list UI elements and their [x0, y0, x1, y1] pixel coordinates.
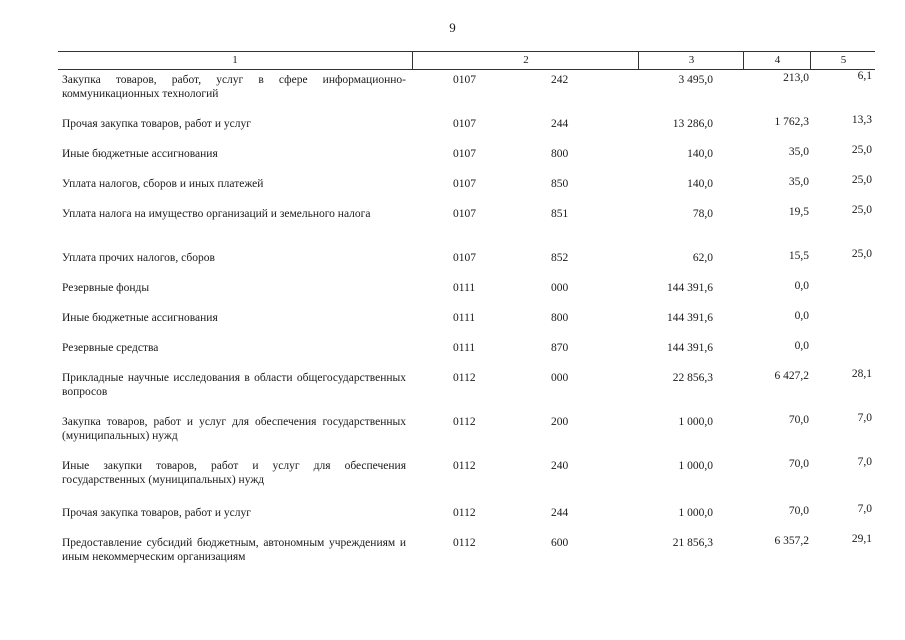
- row-section-code: 0112: [453, 537, 476, 549]
- row-name: Прикладные научные исследования в области общегосударственных вопросов: [62, 372, 406, 398]
- row-section-code: 0107: [453, 208, 476, 220]
- row-section-code: 0107: [453, 252, 476, 264]
- row-name: Иные закупки товаров, работ и услуг для обеспечения государственных (муниципальных) нужд: [62, 460, 406, 486]
- row-col5-value: 25,0: [851, 248, 872, 260]
- row-col3-value: 140,0: [687, 178, 713, 190]
- row-col5-value: 7,0: [857, 503, 872, 515]
- row-col3-value: 144 391,6: [667, 282, 713, 294]
- header-col-4: 4: [743, 52, 811, 69]
- page-number: 9: [449, 20, 456, 35]
- row-expense-type: 244: [551, 118, 569, 130]
- row-col5-value: 29,1: [851, 533, 872, 545]
- header-col-5: 5: [810, 52, 876, 69]
- row-section-code: 0107: [453, 74, 476, 86]
- row-col4-value: 15,5: [788, 250, 809, 262]
- row-col3-value: 3 495,0: [678, 74, 713, 86]
- row-col5-value: 28,1: [851, 368, 872, 380]
- row-expense-type: 850: [551, 178, 569, 190]
- row-section-code: 0112: [453, 416, 476, 428]
- row-col3-value: 144 391,6: [667, 312, 713, 324]
- row-col3-value: 22 856,3: [672, 372, 713, 384]
- row-name: Закупка товаров, работ и услуг для обеспечения государственных (муниципальных) нужд: [62, 416, 406, 442]
- row-col3-value: 62,0: [692, 252, 713, 264]
- row-col5-value: 13,3: [851, 114, 872, 126]
- row-expense-type: 800: [551, 148, 569, 160]
- row-col5-value: 7,0: [857, 456, 872, 468]
- header-col-1: 1: [232, 54, 238, 66]
- row-section-code: 0107: [453, 148, 476, 160]
- row-name: Закупка товаров, работ, услуг в сфере информационно-коммуникационных технологий: [62, 74, 406, 100]
- row-name: Иные бюджетные ассигнования: [62, 312, 218, 324]
- row-col3-value: 140,0: [687, 148, 713, 160]
- row-name: Уплата налогов, сборов и иных платежей: [62, 178, 264, 190]
- row-section-code: 0111: [453, 312, 476, 324]
- row-section-code: 0112: [453, 507, 476, 519]
- row-section-code: 0107: [453, 118, 476, 130]
- row-name: Резервные фонды: [62, 282, 150, 294]
- row-section-code: 0112: [453, 372, 476, 384]
- row-expense-type: 851: [551, 208, 569, 220]
- row-col4-value: 0,0: [794, 280, 809, 292]
- row-section-code: 0111: [453, 342, 476, 354]
- row-expense-type: 200: [551, 416, 569, 428]
- header-col-2: 2: [412, 52, 639, 69]
- row-name: Уплата налога на имущество организаций и земельного налога: [62, 208, 371, 220]
- row-section-code: 0107: [453, 178, 476, 190]
- row-col5-value: 7,0: [857, 412, 872, 424]
- row-col4-value: 6 427,2: [774, 370, 809, 382]
- row-col5-value: 25,0: [851, 204, 872, 216]
- row-col4-value: 70,0: [788, 414, 809, 426]
- row-col3-value: 78,0: [692, 208, 713, 220]
- table-header-row: [58, 51, 875, 70]
- row-expense-type: 240: [551, 460, 569, 472]
- row-col3-value: 144 391,6: [667, 342, 713, 354]
- row-col4-value: 213,0: [783, 72, 809, 84]
- row-col4-value: 0,0: [794, 340, 809, 352]
- row-col5-value: 25,0: [851, 144, 872, 156]
- row-col5-value: 6,1: [857, 70, 872, 82]
- row-col4-value: 19,5: [788, 206, 809, 218]
- row-expense-type: 000: [551, 282, 569, 294]
- row-expense-type: 870: [551, 342, 569, 354]
- row-col4-value: 0,0: [794, 310, 809, 322]
- row-name: Прочая закупка товаров, работ и услуг: [62, 118, 251, 130]
- row-name: Резервные средства: [62, 342, 159, 354]
- row-col4-value: 1 762,3: [774, 116, 809, 128]
- row-col3-value: 1 000,0: [678, 460, 713, 472]
- row-col3-value: 21 856,3: [672, 537, 713, 549]
- row-col4-value: 70,0: [788, 458, 809, 470]
- row-expense-type: 600: [551, 537, 569, 549]
- row-col4-value: 35,0: [788, 176, 809, 188]
- row-section-code: 0112: [453, 460, 476, 472]
- row-name: Предоставление субсидий бюджетным, автономным учреждениям и иным некоммерческим организациям: [62, 537, 406, 563]
- row-col4-value: 35,0: [788, 146, 809, 158]
- row-name: Уплата прочих налогов, сборов: [62, 252, 215, 264]
- row-name: Прочая закупка товаров, работ и услуг: [62, 507, 251, 519]
- row-col5-value: 25,0: [851, 174, 872, 186]
- row-expense-type: 852: [551, 252, 569, 264]
- row-col3-value: 1 000,0: [678, 416, 713, 428]
- row-name: Иные бюджетные ассигнования: [62, 148, 218, 160]
- row-col3-value: 13 286,0: [672, 118, 713, 130]
- row-expense-type: 800: [551, 312, 569, 324]
- row-expense-type: 000: [551, 372, 569, 384]
- row-col3-value: 1 000,0: [678, 507, 713, 519]
- row-expense-type: 244: [551, 507, 569, 519]
- budget-table: [58, 51, 875, 563]
- row-col4-value: 70,0: [788, 505, 809, 517]
- header-col-3: 3: [638, 52, 744, 69]
- row-col4-value: 6 357,2: [774, 535, 809, 547]
- row-section-code: 0111: [453, 282, 476, 294]
- row-expense-type: 242: [551, 74, 569, 86]
